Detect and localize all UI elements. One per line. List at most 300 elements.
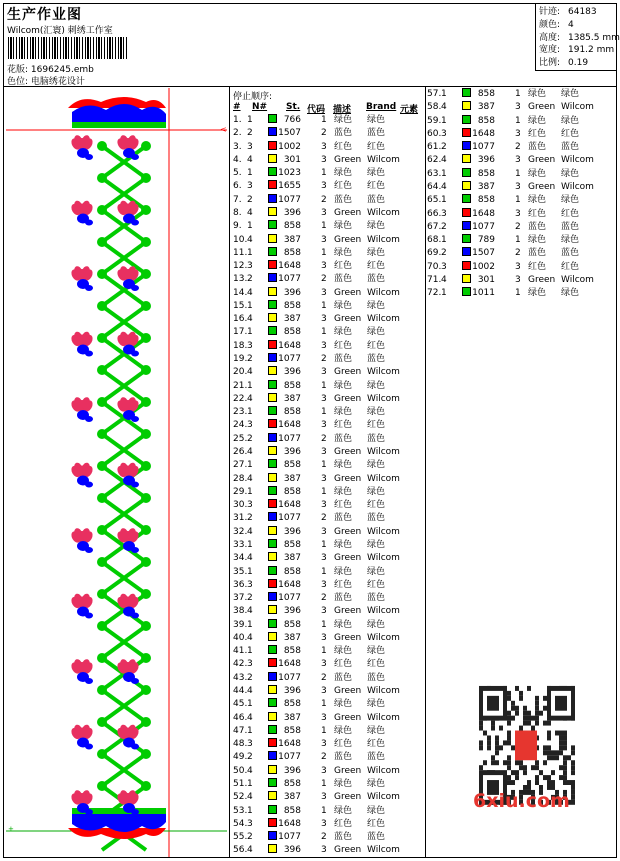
qr-module	[507, 765, 511, 770]
stop-number: 20.	[233, 367, 248, 378]
color-description: 绿色	[334, 646, 353, 657]
stop-number: 47.	[233, 725, 248, 736]
thread-color-swatch	[268, 127, 277, 136]
stitch-count: 1648	[278, 579, 301, 590]
color-brand: 绿色	[367, 539, 386, 550]
thread-color-swatch	[268, 619, 277, 628]
color-brand: Wilcom	[367, 314, 400, 325]
thread-color-swatch	[268, 512, 277, 521]
lattice-node	[141, 173, 151, 183]
color-description: 红色	[334, 261, 353, 272]
needle-number: 4	[247, 606, 253, 617]
color-brand: 绿色	[561, 89, 580, 99]
color-brand: Wilcom	[561, 155, 594, 166]
needle-number: 2	[247, 128, 253, 139]
stitch-count: 387	[283, 792, 301, 803]
stitch-count: 858	[283, 539, 301, 550]
stitch-count: 1011	[472, 288, 495, 299]
needle-number: 2	[247, 274, 253, 285]
color-brand: 蓝色	[561, 142, 580, 153]
qr-module	[527, 780, 531, 785]
color-code: 3	[321, 314, 327, 325]
lattice-node	[141, 557, 151, 567]
thread-color-swatch	[462, 221, 471, 230]
stitch-count: 387	[283, 314, 301, 325]
color-description: 蓝色	[528, 142, 547, 153]
needle-number: 4	[247, 234, 253, 245]
stitch-count: 387	[283, 473, 301, 484]
qr-module	[543, 775, 547, 780]
qr-module	[559, 735, 563, 740]
color-brand: 蓝色	[367, 672, 386, 683]
color-description: Green	[528, 274, 556, 285]
lattice-node	[141, 141, 151, 151]
qr-module	[499, 726, 503, 731]
stitch-count: 1077	[278, 354, 301, 365]
color-code: 1	[321, 247, 327, 258]
stop-number: 72.	[427, 288, 442, 299]
stitch-count: 1507	[472, 248, 495, 259]
color-code: 3	[321, 765, 327, 776]
stitch-count: 1648	[472, 208, 495, 219]
page-title: 生产作业图	[7, 7, 82, 23]
thread-color-swatch	[268, 393, 277, 402]
qr-module	[507, 775, 511, 780]
stop-number: 51.	[233, 779, 248, 789]
thread-color-swatch	[462, 154, 471, 163]
color-code: 1	[515, 89, 521, 99]
stop-number: 28.	[233, 473, 248, 484]
qr-module	[523, 716, 527, 721]
needle-number: 3	[247, 261, 253, 272]
qr-module	[547, 780, 551, 785]
qr-finder	[555, 696, 567, 711]
color-brand: 红色	[367, 739, 386, 750]
color-description: 绿色	[334, 221, 353, 232]
color-code: 2	[321, 832, 327, 843]
thread-color-swatch	[268, 738, 277, 747]
needle-number: 1	[441, 235, 447, 246]
stop-number: 37.	[233, 593, 248, 604]
qr-module	[515, 711, 519, 716]
qr-module	[519, 691, 523, 696]
lattice-node	[141, 333, 151, 343]
color-description: Green	[528, 102, 556, 113]
stitch-count: 387	[283, 632, 301, 643]
qr-module	[519, 726, 523, 731]
thread-color-swatch	[268, 778, 277, 787]
needle-number: 1	[247, 539, 253, 550]
qr-module	[495, 745, 499, 750]
stitch-count: 858	[283, 221, 301, 232]
qr-module	[551, 750, 555, 755]
thread-color-swatch	[268, 526, 277, 535]
stitch-count: 1655	[278, 181, 301, 192]
qr-module	[571, 770, 575, 775]
needle-number: 3	[247, 659, 253, 670]
qr-module	[547, 755, 551, 760]
qr-module	[559, 745, 563, 750]
stop-number: 50.	[233, 765, 248, 776]
site-logo: 6xiu.com	[473, 790, 570, 812]
stitch-count: 1648	[278, 500, 301, 511]
stop-number: 29.	[233, 486, 248, 497]
color-code: 2	[321, 354, 327, 365]
stitch-count: 1648	[472, 128, 495, 139]
color-brand: Wilcom	[367, 526, 400, 537]
color-code: 3	[321, 340, 327, 351]
needle-number: 1	[247, 380, 253, 391]
color-code: 1	[321, 168, 327, 179]
color-code: 1	[515, 115, 521, 126]
needle-number: 1	[247, 646, 253, 657]
qr-module	[511, 706, 515, 711]
color-brand: 绿色	[367, 407, 386, 418]
qr-module	[507, 696, 511, 701]
thread-color-swatch	[268, 698, 277, 707]
color-code: 1	[321, 407, 327, 418]
color-description: 蓝色	[334, 672, 353, 683]
stitch-count: 1507	[278, 128, 301, 139]
color-brand: Wilcom	[367, 632, 400, 643]
stop-number: 14.	[233, 287, 248, 298]
stitch-count: 387	[477, 102, 495, 113]
needle-number: 4	[441, 155, 447, 166]
color-brand: Wilcom	[367, 845, 400, 856]
thread-color-swatch	[268, 340, 277, 349]
lattice-node	[141, 717, 151, 727]
qr-module	[543, 750, 547, 755]
qr-module	[571, 760, 575, 765]
qr-module	[567, 755, 571, 760]
needle-number: 1	[247, 247, 253, 258]
qr-module	[551, 780, 555, 785]
stop-number: 3.	[233, 141, 242, 152]
color-brand: 红色	[561, 261, 580, 272]
color-code: 1	[515, 195, 521, 206]
stop-number: 64.	[427, 181, 442, 192]
color-brand: 绿色	[561, 288, 580, 299]
needle-number: 1	[247, 300, 253, 311]
stitch-count: 858	[477, 89, 495, 99]
needle-number: 1	[441, 288, 447, 299]
needle-number: 4	[247, 207, 253, 218]
stop-number: 60.	[427, 128, 442, 139]
stop-number: 42.	[233, 659, 248, 670]
stitch-count: 301	[283, 154, 301, 165]
stitch-count: 1648	[278, 420, 301, 431]
lattice-node	[97, 301, 107, 311]
border-band-green	[72, 122, 166, 128]
qr-module	[511, 716, 515, 721]
thread-color-swatch	[268, 658, 277, 667]
needle-number: 1	[247, 699, 253, 710]
color-code: 3	[321, 141, 327, 152]
color-brand: Wilcom	[367, 606, 400, 617]
needle-number: 1	[247, 327, 253, 338]
thread-color-swatch	[268, 645, 277, 654]
needle-number: 4	[441, 102, 447, 113]
stop-number: 68.	[427, 235, 442, 246]
thread-color-swatch	[268, 207, 277, 216]
color-code: 1	[321, 300, 327, 311]
lattice-node	[97, 141, 107, 151]
lattice-node	[141, 397, 151, 407]
color-code: 1	[321, 566, 327, 577]
qr-module	[535, 721, 539, 726]
color-brand: 蓝色	[367, 593, 386, 604]
stitch-count: 858	[477, 195, 495, 206]
color-brand: 红色	[367, 420, 386, 431]
studio-name: Wilcom(汇寰) 刺绣工作室	[7, 26, 113, 36]
stop-number: 2.	[233, 128, 242, 139]
needle-number: 2	[247, 194, 253, 205]
color-code: 3	[515, 102, 521, 113]
lattice-node	[141, 365, 151, 375]
flower-center	[131, 416, 139, 422]
lattice-node	[141, 685, 151, 695]
color-description: Green	[334, 553, 362, 564]
header-element: 元素	[400, 105, 419, 115]
flower-center	[85, 744, 93, 750]
qr-module	[563, 780, 567, 785]
thread-color-swatch	[462, 208, 471, 217]
lattice-node	[97, 333, 107, 343]
color-code: 1	[321, 779, 327, 789]
thread-color-swatch	[268, 141, 277, 150]
thread-color-swatch	[268, 725, 277, 734]
color-description: 蓝色	[334, 354, 353, 365]
needle-number: 4	[247, 473, 253, 484]
flower-center	[131, 285, 139, 291]
needle-number: 1	[247, 566, 253, 577]
lattice-node	[97, 397, 107, 407]
stitch-count: 858	[477, 168, 495, 179]
flower-center	[85, 809, 93, 815]
flower-center	[131, 809, 139, 815]
qr-module	[535, 701, 539, 706]
color-description: Green	[334, 234, 362, 245]
color-code: 3	[321, 234, 327, 245]
color-code: 1	[321, 699, 327, 710]
qr-module	[483, 731, 487, 736]
thread-color-swatch	[462, 115, 471, 124]
qr-module	[563, 760, 567, 765]
stop-number: 12.	[233, 261, 248, 272]
thread-color-swatch	[268, 765, 277, 774]
qr-finder	[487, 696, 499, 711]
stop-number: 57.	[427, 89, 442, 99]
thread-color-swatch	[462, 234, 471, 243]
lattice-node	[97, 621, 107, 631]
flower-center	[85, 154, 93, 160]
stitch-count: 1648	[278, 818, 301, 829]
color-code: 1	[321, 115, 327, 125]
lattice-node	[97, 237, 107, 247]
lattice-node	[141, 205, 151, 215]
color-code: 3	[515, 274, 521, 285]
color-description: 绿色	[334, 115, 353, 125]
thread-color-swatch	[268, 326, 277, 335]
color-description: 红色	[334, 420, 353, 431]
needle-number: 2	[441, 142, 447, 153]
barcode-icon	[8, 37, 128, 59]
qr-module	[479, 726, 483, 731]
qr-module	[543, 706, 547, 711]
needle-number: 2	[247, 354, 253, 365]
color-code: 2	[321, 752, 327, 763]
color-code: 3	[515, 208, 521, 219]
color-description: 绿色	[334, 566, 353, 577]
color-code: 1	[321, 221, 327, 232]
header-divider	[3, 86, 617, 87]
qr-module	[563, 770, 567, 775]
lattice-node	[97, 493, 107, 503]
color-position: 色位: 电脑绣花设计	[7, 77, 85, 87]
lattice-node	[141, 621, 151, 631]
color-brand: Wilcom	[367, 367, 400, 378]
flower-center	[85, 285, 93, 291]
thread-color-swatch	[462, 181, 471, 190]
thread-color-swatch	[462, 168, 471, 177]
qr-module	[567, 780, 571, 785]
thread-color-swatch	[268, 260, 277, 269]
color-description: Green	[334, 154, 362, 165]
color-code: 3	[321, 579, 327, 590]
color-brand: 红色	[367, 500, 386, 511]
stop-number: 7.	[233, 194, 242, 205]
stop-number: 62.	[427, 155, 442, 166]
qr-center-logo	[515, 731, 537, 761]
qr-module	[571, 785, 575, 790]
needle-number: 4	[247, 154, 253, 165]
stop-number: 66.	[427, 208, 442, 219]
color-brand: Wilcom	[367, 792, 400, 803]
stop-number: 9.	[233, 221, 242, 232]
color-code: 3	[321, 287, 327, 298]
color-code: 1	[321, 380, 327, 391]
stitch-count: 396	[283, 447, 301, 457]
color-brand: Wilcom	[367, 447, 400, 457]
qr-module	[519, 696, 523, 701]
stitch-count: 1077	[278, 593, 301, 604]
color-brand: Wilcom	[367, 686, 400, 697]
stitch-count: 858	[283, 779, 301, 789]
stop-number: 48.	[233, 739, 248, 750]
color-code: 3	[321, 181, 327, 192]
color-description: 红色	[528, 261, 547, 272]
qr-module	[519, 765, 523, 770]
qr-module	[527, 686, 531, 691]
color-description: 绿色	[528, 288, 547, 299]
qr-module	[535, 711, 539, 716]
color-code: 1	[515, 235, 521, 246]
stitch-count: 396	[283, 367, 301, 378]
color-brand: Wilcom	[367, 207, 400, 218]
stop-number: 71.	[427, 274, 442, 285]
color-description: 绿色	[334, 805, 353, 816]
needle-number: 2	[247, 832, 253, 843]
needle-number: 2	[247, 672, 253, 683]
stop-number: 67.	[427, 221, 442, 232]
stop-number: 39.	[233, 619, 248, 630]
color-description: 绿色	[334, 539, 353, 550]
color-code: 3	[321, 632, 327, 643]
thread-color-swatch	[462, 287, 471, 296]
stop-number: 63.	[427, 168, 442, 179]
stitch-count: 1077	[278, 274, 301, 285]
color-brand: 绿色	[367, 460, 386, 471]
needle-number: 3	[247, 818, 253, 829]
stop-number: 10.	[233, 234, 248, 245]
color-description: 红色	[334, 818, 353, 829]
stitch-count: 1648	[278, 739, 301, 750]
needle-number: 2	[247, 593, 253, 604]
qr-module	[551, 755, 555, 760]
stitch-count: 396	[283, 686, 301, 697]
needle-number: 2	[247, 752, 253, 763]
needle-number: 3	[441, 261, 447, 272]
color-code: 2	[321, 593, 327, 604]
stitch-count: 1077	[278, 752, 301, 763]
color-description: Green	[528, 181, 556, 192]
color-description: 红色	[528, 128, 547, 139]
needle-number: 1	[247, 725, 253, 736]
lattice-node	[141, 749, 151, 759]
color-brand: Wilcom	[367, 712, 400, 723]
qr-module	[511, 701, 515, 706]
embroidery-design-preview	[6, 88, 227, 857]
needle-number: 3	[247, 739, 253, 750]
color-code: 1	[321, 539, 327, 550]
stop-number: 59.	[427, 115, 442, 126]
lattice-node	[97, 781, 107, 791]
stop-number: 49.	[233, 752, 248, 763]
stop-number: 13.	[233, 274, 248, 285]
stitch-count: 1648	[278, 261, 301, 272]
stitch-count: 396	[283, 845, 301, 856]
qr-module	[535, 780, 539, 785]
qr-module	[483, 760, 487, 765]
qr-module	[523, 711, 527, 716]
flower-center	[131, 744, 139, 750]
thread-color-swatch	[268, 605, 277, 614]
qr-module	[507, 716, 511, 721]
qr-module	[491, 726, 495, 731]
thread-color-swatch	[268, 539, 277, 548]
color-code: 3	[321, 500, 327, 511]
stop-sequence-title: 停止顺序:	[233, 92, 273, 102]
color-description: 蓝色	[334, 832, 353, 843]
qr-module	[571, 745, 575, 750]
color-description: 绿色	[334, 486, 353, 497]
thread-color-swatch	[268, 831, 277, 840]
lattice-node	[141, 269, 151, 279]
color-brand: 蓝色	[367, 274, 386, 285]
thread-color-swatch	[462, 101, 471, 110]
color-code: 3	[321, 367, 327, 378]
qr-module	[507, 711, 511, 716]
flower-center	[85, 547, 93, 553]
stop-number: 46.	[233, 712, 248, 723]
end-marker-icon: +	[8, 825, 14, 833]
thread-color-swatch	[268, 300, 277, 309]
color-description: 绿色	[528, 115, 547, 126]
stop-number: 41.	[233, 646, 248, 657]
stitch-count: 1077	[472, 142, 495, 153]
color-brand: 蓝色	[561, 248, 580, 259]
color-description: Green	[334, 765, 362, 776]
